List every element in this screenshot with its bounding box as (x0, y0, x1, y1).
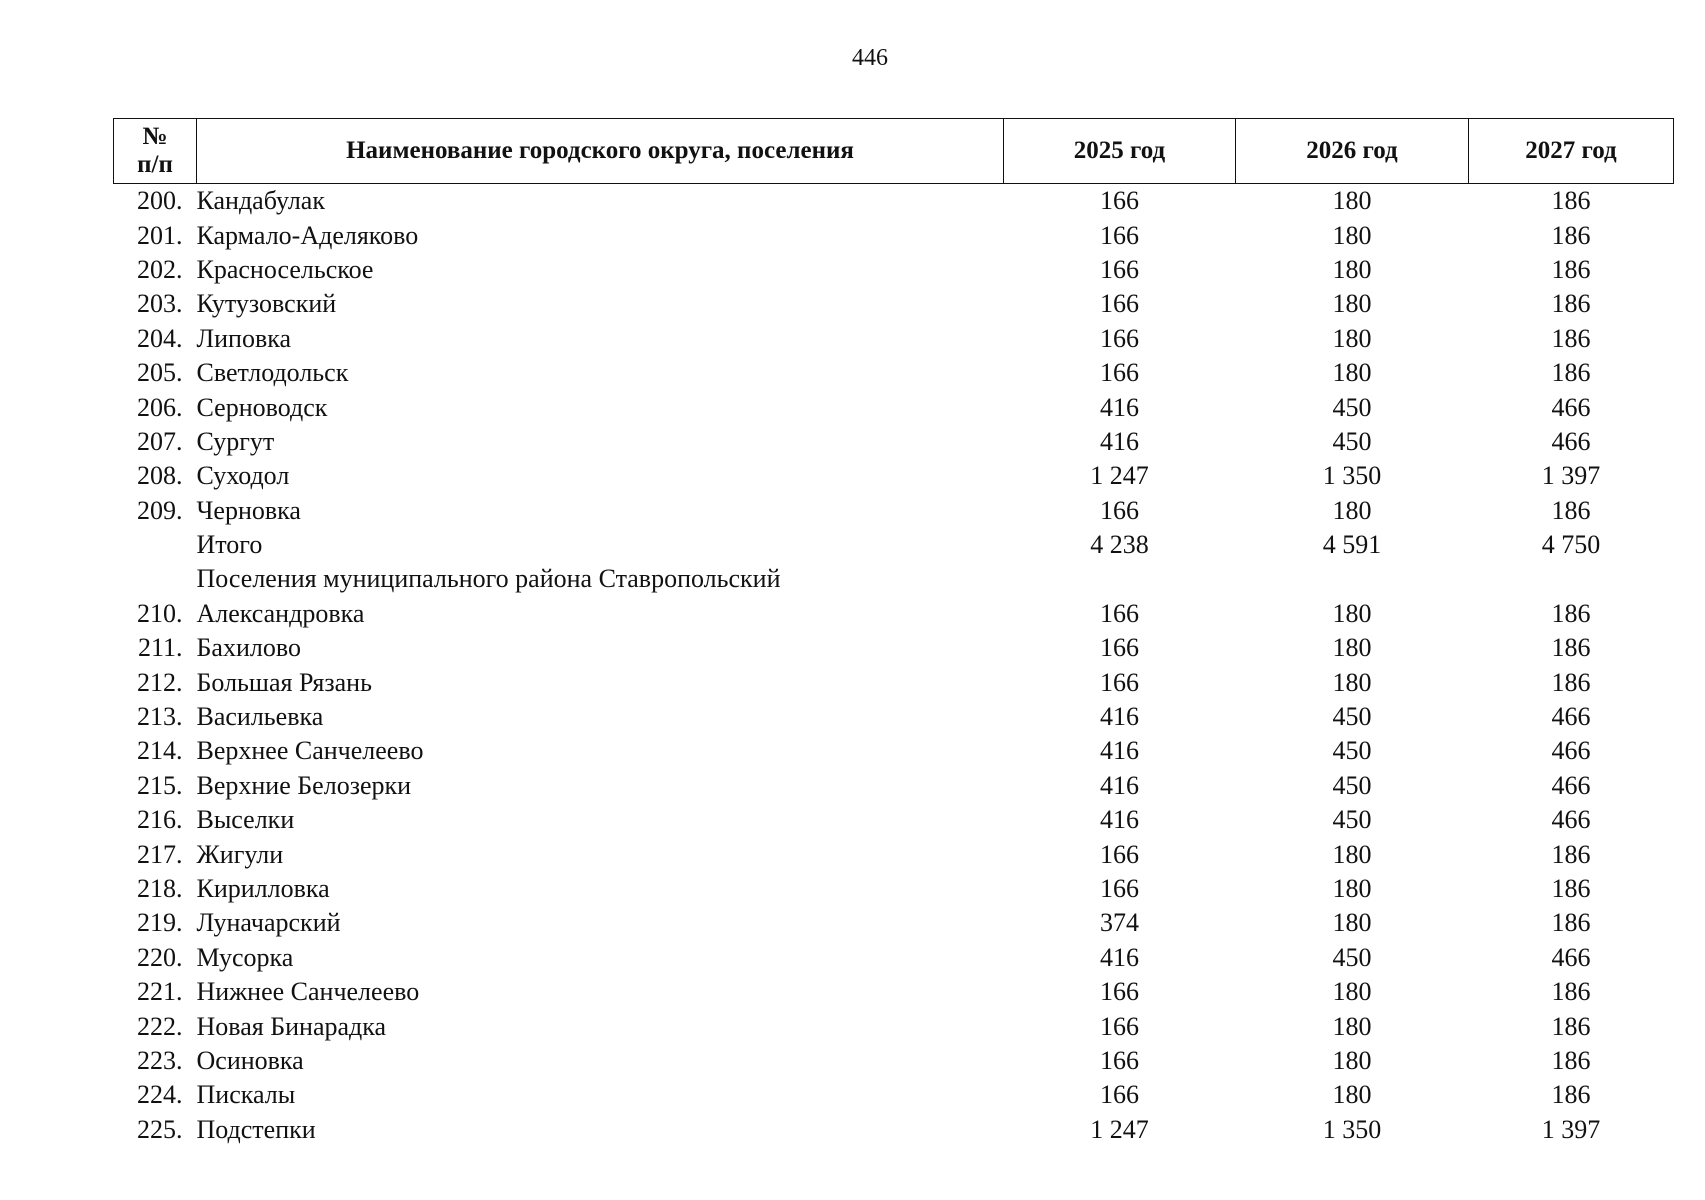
settlement-name: Кармало-Аделяково (196, 220, 419, 250)
value-2025: 166 (1100, 254, 1139, 284)
settlement-name: Бахилово (196, 633, 301, 663)
value-2025: 166 (1100, 977, 1139, 1007)
page-number: 446 (852, 45, 888, 71)
row-number: 216. (137, 805, 183, 835)
value-2026: 450 (1332, 426, 1372, 456)
row-number: 210. (137, 598, 183, 628)
header-num: № п/п (114, 119, 197, 184)
value-2026: 180 (1332, 254, 1372, 284)
settlement-name: Верхние Белозерки (196, 770, 412, 800)
settlement-name: Луначарский (196, 908, 341, 938)
settlement-name: Кандабулак (196, 186, 325, 216)
settlement-name: Осиновка (196, 1045, 304, 1075)
row-number: 209. (137, 495, 183, 525)
settlement-name: Серноводск (196, 392, 328, 422)
value-2025: 374 (1100, 908, 1139, 938)
settlement-name: Кутузовский (196, 289, 337, 319)
row-number: 207. (137, 426, 183, 456)
value-2027 (1469, 562, 1674, 596)
allocation-table (113, 118, 1674, 1147)
value-2027: 186 (1551, 186, 1591, 216)
value-2026: 180 (1332, 874, 1372, 903)
value-2027: 186 (1551, 977, 1591, 1007)
value-2026: 450 (1332, 702, 1372, 732)
value-2026: 180 (1332, 289, 1372, 319)
value-2026: 450 (1332, 805, 1372, 835)
value-2026: 180 (1332, 839, 1372, 869)
value-2026: 180 (1332, 495, 1372, 525)
table-row (114, 872, 1674, 906)
row-number: 217. (137, 839, 183, 869)
value-2025: 166 (1100, 633, 1139, 663)
value-2025: 416 (1100, 392, 1139, 422)
table-row (114, 1113, 1674, 1147)
value-2026: 450 (1332, 736, 1372, 766)
settlement-name: Выселки (196, 805, 295, 835)
value-2025: 416 (1100, 942, 1139, 972)
value-2025: 166 (1100, 874, 1139, 903)
value-2027: 186 (1551, 908, 1591, 938)
row-number (114, 562, 197, 596)
value-2027: 1 397 (1541, 461, 1601, 491)
settlement-name: Новая Бинарадка (196, 1011, 387, 1041)
table-row (114, 941, 1674, 975)
value-2025 (1004, 562, 1236, 596)
row-number: 224. (137, 1080, 183, 1110)
table-row (114, 287, 1674, 321)
table-row (114, 1078, 1674, 1112)
value-2026: 180 (1332, 358, 1372, 388)
row-number: 205. (137, 358, 183, 388)
value-2027: 186 (1551, 220, 1591, 250)
table-row (114, 700, 1674, 734)
value-2026: 180 (1332, 633, 1372, 663)
row-number: 211. (137, 633, 183, 663)
value-2025: 416 (1100, 426, 1139, 456)
row-number: 219. (137, 908, 183, 938)
value-2025: 166 (1100, 358, 1139, 388)
value-2025: 166 (1100, 1011, 1139, 1041)
table-header-row (114, 119, 1674, 184)
settlement-name: Кирилловка (196, 874, 330, 903)
table-row (114, 390, 1674, 424)
settlement-name: Поселения муниципального района Ставропольский (196, 564, 781, 594)
table-row (114, 562, 1674, 596)
value-2025: 166 (1100, 667, 1139, 697)
row-number: 202. (137, 254, 183, 284)
header-name: Наименование городского округа, поселения (197, 119, 1004, 184)
table-row (114, 184, 1674, 219)
value-2027: 186 (1551, 633, 1591, 663)
settlement-name: Верхнее Санчелеево (196, 736, 424, 766)
value-2025: 4 238 (1090, 530, 1149, 560)
settlement-name: Жигули (196, 839, 284, 869)
row-number: 225. (137, 1114, 183, 1144)
value-2026: 450 (1332, 392, 1372, 422)
table-body (114, 184, 1674, 1147)
row-number: 208. (137, 461, 183, 491)
value-2026: 180 (1332, 908, 1372, 938)
table-row (114, 356, 1674, 390)
settlement-name: Нижнее Санчелеево (196, 977, 420, 1007)
value-2026: 180 (1332, 186, 1372, 216)
value-2025: 1 247 (1090, 1114, 1149, 1144)
table-row (114, 665, 1674, 699)
header-2026: 2026 год (1236, 119, 1469, 184)
value-2025: 166 (1100, 1045, 1139, 1075)
table-row (114, 322, 1674, 356)
value-2027: 186 (1551, 598, 1591, 628)
value-2027: 466 (1551, 392, 1591, 422)
row-number: 214. (137, 736, 183, 766)
settlement-name: Большая Рязань (196, 667, 372, 697)
value-2025: 166 (1100, 495, 1139, 525)
row-number: 204. (137, 323, 183, 353)
row-number: 223. (137, 1045, 183, 1075)
value-2025: 166 (1100, 220, 1139, 250)
value-2025: 166 (1100, 598, 1139, 628)
settlement-name: Мусорка (196, 942, 294, 972)
settlement-name: Александровка (196, 598, 365, 628)
value-2027: 186 (1551, 289, 1591, 319)
value-2026: 450 (1332, 770, 1372, 800)
row-number: 201. (137, 220, 183, 250)
table-row (114, 1044, 1674, 1078)
value-2026: 4 591 (1322, 530, 1382, 560)
value-2027: 1 397 (1541, 1114, 1601, 1144)
value-2027: 186 (1551, 839, 1591, 869)
table-row (114, 528, 1674, 562)
value-2027: 186 (1551, 323, 1591, 353)
value-2025: 1 247 (1090, 461, 1149, 491)
table-row (114, 906, 1674, 940)
header-2027: 2027 год (1469, 119, 1674, 184)
row-number: 206. (137, 392, 183, 422)
settlement-name: Итого (196, 530, 263, 560)
value-2027: 466 (1551, 426, 1591, 456)
settlement-name: Светлодольск (196, 358, 349, 388)
value-2025: 416 (1100, 770, 1139, 800)
table-row (114, 425, 1674, 459)
table-row (114, 1009, 1674, 1043)
settlement-name: Черновка (196, 495, 301, 525)
row-number: 221. (137, 977, 183, 1007)
row-number: 222. (137, 1011, 183, 1041)
value-2025: 416 (1100, 805, 1139, 835)
settlement-name: Липовка (196, 323, 292, 353)
value-2027: 186 (1551, 874, 1591, 903)
table-row (114, 769, 1674, 803)
value-2025: 416 (1100, 736, 1139, 766)
table-row (114, 803, 1674, 837)
value-2027: 466 (1551, 736, 1591, 766)
row-number: 218. (137, 874, 183, 903)
value-2026: 180 (1332, 598, 1372, 628)
header-2025: 2025 год (1004, 119, 1236, 184)
value-2027: 466 (1551, 805, 1591, 835)
value-2025: 166 (1100, 323, 1139, 353)
table-row (114, 459, 1674, 493)
value-2027: 466 (1551, 942, 1591, 972)
value-2027: 186 (1551, 667, 1591, 697)
settlement-name: Пискалы (196, 1080, 296, 1110)
row-number: 213. (137, 702, 183, 732)
value-2027: 186 (1551, 495, 1591, 525)
row-number: 203. (137, 289, 183, 319)
settlement-name: Подстепки (196, 1114, 316, 1144)
value-2025: 166 (1100, 1080, 1139, 1110)
settlement-name: Васильевка (196, 702, 324, 732)
value-2027: 466 (1551, 702, 1591, 732)
value-2026: 180 (1332, 667, 1372, 697)
value-2026: 1 350 (1322, 461, 1382, 491)
value-2026: 180 (1332, 323, 1372, 353)
table-row (114, 734, 1674, 768)
table-row (114, 253, 1674, 287)
row-number: 215. (137, 770, 183, 800)
value-2026: 180 (1332, 220, 1372, 250)
settlement-name: Сургут (196, 426, 275, 456)
value-2027: 186 (1551, 358, 1591, 388)
table-row (114, 494, 1674, 528)
table-row (114, 975, 1674, 1009)
value-2027: 466 (1551, 770, 1591, 800)
value-2026: 180 (1332, 1080, 1372, 1110)
value-2026: 180 (1332, 1011, 1372, 1041)
value-2027: 186 (1551, 254, 1591, 284)
value-2025: 416 (1100, 702, 1139, 732)
value-2026: 180 (1332, 977, 1372, 1007)
row-number: 212. (137, 667, 183, 697)
value-2026 (1236, 562, 1469, 596)
table-row (114, 597, 1674, 631)
settlement-name: Красносельское (196, 254, 374, 284)
value-2026: 1 350 (1322, 1114, 1382, 1144)
settlement-name: Суходол (196, 461, 290, 491)
table-row (114, 837, 1674, 871)
row-number: 200. (137, 186, 183, 216)
row-number: 220. (137, 942, 183, 972)
value-2026: 450 (1332, 942, 1372, 972)
value-2025: 166 (1100, 839, 1139, 869)
table-row (114, 218, 1674, 252)
table-row (114, 631, 1674, 665)
value-2027: 4 750 (1541, 530, 1601, 560)
row-number (114, 528, 197, 562)
value-2026: 180 (1332, 1045, 1372, 1075)
value-2027: 186 (1551, 1045, 1591, 1075)
value-2027: 186 (1551, 1011, 1591, 1041)
value-2025: 166 (1100, 289, 1139, 319)
value-2027: 186 (1551, 1080, 1591, 1110)
value-2025: 166 (1100, 186, 1139, 216)
